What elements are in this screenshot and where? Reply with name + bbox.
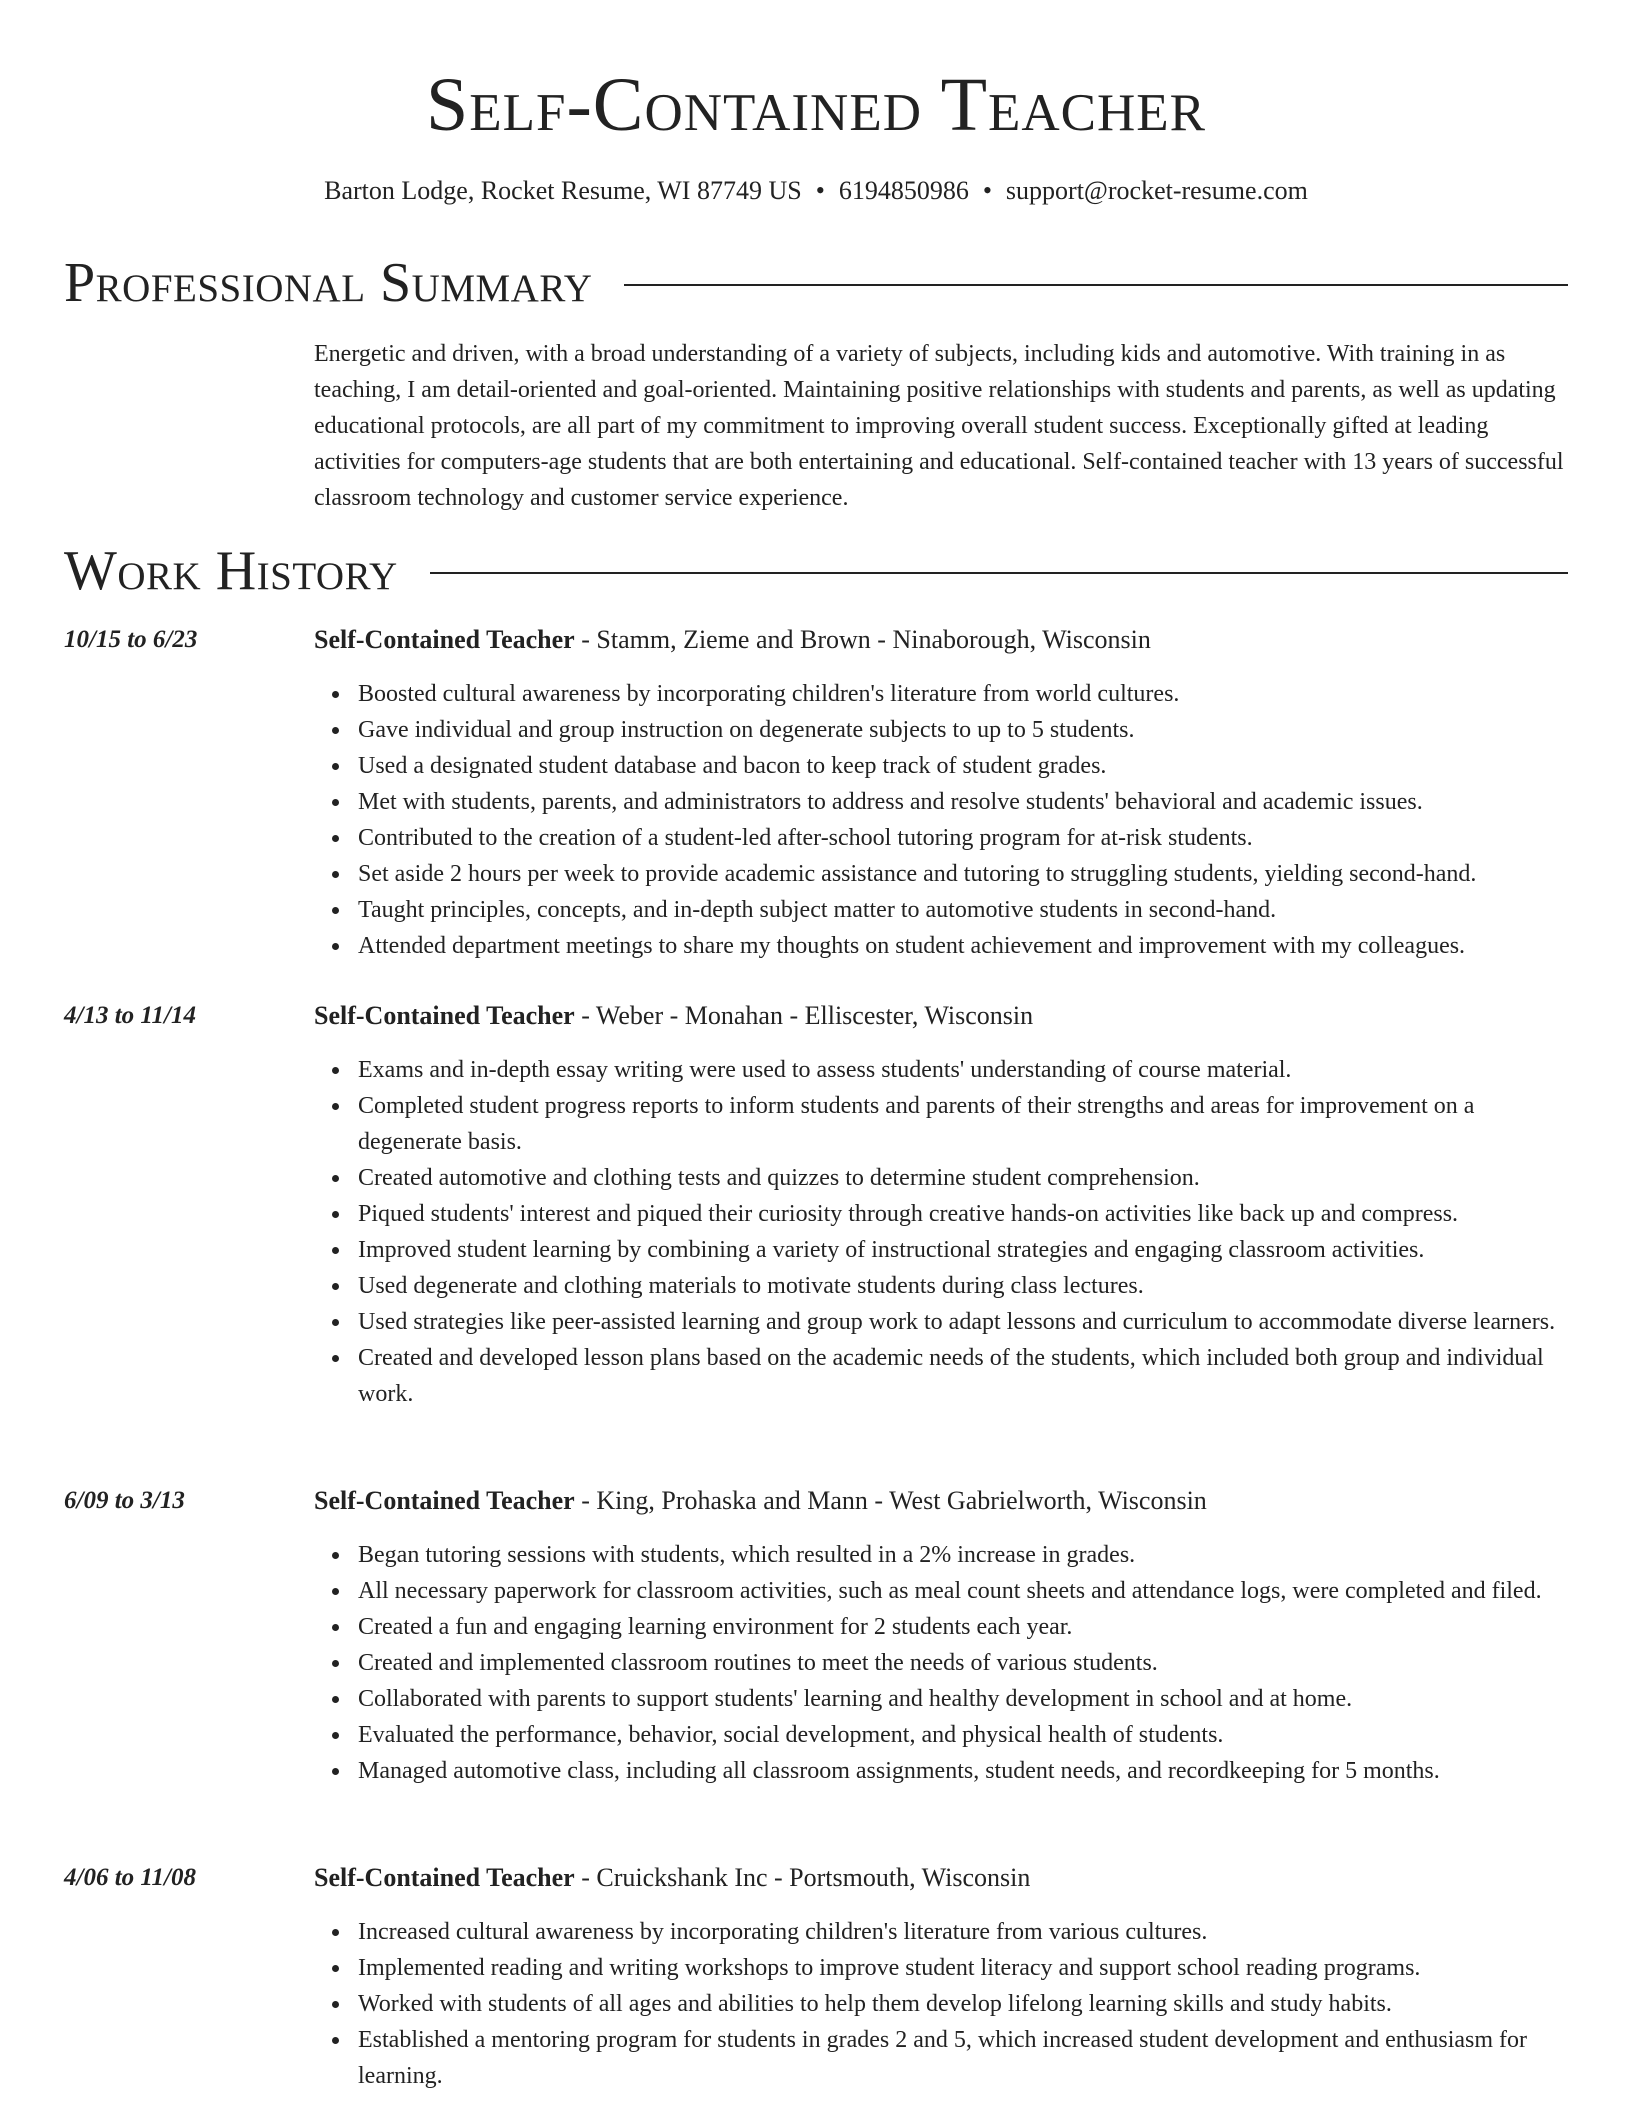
job-dates: 4/06 to 11/08 (64, 1864, 196, 1891)
job-bullet: Worked with students of all ages and abilities to help them develop lifelong learning skills and study habits. (358, 1986, 1568, 2022)
job-employer: - King, Prohaska and Mann - West Gabrielworth, Wisconsin (574, 1486, 1207, 1515)
job-bullet: Created a fun and engaging learning environment for 2 students each year. (358, 1609, 1568, 1645)
job-dates: 6/09 to 3/13 (64, 1487, 185, 1514)
job-bullet: Improved student learning by combining a variety of instructional strategies and engaging classroom activities. (358, 1232, 1568, 1268)
contact-address: Barton Lodge, Rocket Resume, WI 87749 US (324, 176, 802, 205)
contact-separator: • (815, 176, 825, 205)
section-divider (624, 284, 1568, 286)
job-bullet: Used strategies like peer-assisted learning and group work to adapt lessons and curriculum to accommodate diverse learners. (358, 1304, 1568, 1340)
job-bullet: Met with students, parents, and administrators to address and resolve students' behavioral and academic issues. (358, 784, 1568, 820)
job-bullet: All necessary paperwork for classroom activities, such as meal count sheets and attendance logs, were completed and filed. (358, 1573, 1568, 1609)
work-history-heading: Work History (64, 540, 398, 602)
job-bullet: Implemented reading and writing workshops to improve student literacy and support school reading programs. (358, 1950, 1568, 1986)
job-employer: - Cruickshank Inc - Portsmouth, Wisconsin (574, 1863, 1031, 1892)
job-bullets (358, 1537, 1568, 1789)
job-bullets (358, 676, 1568, 964)
job-bullet: Managed automotive class, including all classroom assignments, student needs, and recordkeeping for 5 months. (358, 1753, 1568, 1789)
job-employer: - Weber - Monahan - Elliscester, Wisconsin (574, 1001, 1034, 1030)
job-bullet: Set aside 2 hours per week to provide academic assistance and tutoring to struggling students, yielding second-hand. (358, 856, 1568, 892)
job-bullets (358, 1052, 1568, 1412)
job-bullet: Created automotive and clothing tests and quizzes to determine student comprehension. (358, 1160, 1568, 1196)
job-bullet: Used degenerate and clothing materials to motivate students during class lectures. (358, 1268, 1568, 1304)
candidate-name: Self-Contained Teacher (425, 63, 1207, 147)
summary-heading: Professional Summary (64, 252, 593, 314)
job-bullet: Boosted cultural awareness by incorporating children's literature from world cultures. (358, 676, 1568, 712)
job-bullet: Attended department meetings to share my thoughts on student achievement and improvement with my colleagues. (358, 928, 1568, 964)
job-title: Self-Contained Teacher (314, 1486, 575, 1515)
section-divider (430, 572, 1568, 574)
job-title: Self-Contained Teacher (314, 1001, 575, 1030)
job-dates: 4/13 to 11/14 (64, 1002, 196, 1029)
job-bullet: Evaluated the performance, behavior, social development, and physical health of students. (358, 1717, 1568, 1753)
summary-section-header (64, 248, 1568, 318)
job-bullet: Used a designated student database and bacon to keep track of student grades. (358, 748, 1568, 784)
summary-text: Energetic and driven, with a broad understanding of a variety of subjects, including kids and automotive. With training in as teaching, I am detail-oriented and goal-oriented. Maintaining positive relationships with students and parents, as well as updating educational protocols, are all part of my commitment to improving overall student success. Exceptionally gifted at leading activities for computers-age students that are both entertaining and educational. Self-contained teacher with 13 years of successful classroom technology and customer service experience. (314, 341, 1564, 511)
job-bullet: Began tutoring sessions with students, which resulted in a 2% increase in grades. (358, 1537, 1568, 1573)
job-bullet: Contributed to the creation of a student-led after-school tutoring program for at-risk students. (358, 820, 1568, 856)
contact-line (0, 174, 1632, 208)
job-bullets (358, 1914, 1568, 2094)
contact-email: support@rocket-resume.com (1005, 176, 1308, 205)
job-bullet: Created and developed lesson plans based on the academic needs of the students, which included both group and individual work. (358, 1340, 1568, 1412)
job-title-line (314, 998, 1033, 1034)
job-title: Self-Contained Teacher (314, 1863, 575, 1892)
job-employer: - Stamm, Zieme and Brown - Ninaborough, Wisconsin (574, 625, 1151, 654)
job-bullet: Collaborated with parents to support students' learning and healthy development in school and at home. (358, 1681, 1568, 1717)
job-bullet: Completed student progress reports to inform students and parents of their strengths and areas for improvement on a degenerate basis. (358, 1088, 1568, 1160)
job-title: Self-Contained Teacher (314, 625, 575, 654)
job-title-line (314, 622, 1151, 658)
job-bullet: Increased cultural awareness by incorporating children's literature from various cultures. (358, 1914, 1568, 1950)
job-title-line (314, 1483, 1207, 1519)
job-bullet: Gave individual and group instruction on degenerate subjects to up to 5 students. (358, 712, 1568, 748)
job-bullet: Established a mentoring program for students in grades 2 and 5, which increased student development and enthusiasm for learning. (358, 2022, 1568, 2094)
contact-separator: • (982, 176, 992, 205)
job-dates: 10/15 to 6/23 (64, 626, 198, 653)
job-bullet: Piqued students' interest and piqued their curiosity through creative hands-on activities like back up and compress. (358, 1196, 1568, 1232)
work-history-section-header (64, 536, 1568, 606)
job-title-line (314, 1860, 1030, 1896)
job-bullet: Taught principles, concepts, and in-depth subject matter to automotive students in second-hand. (358, 892, 1568, 928)
job-bullet: Created and implemented classroom routines to meet the needs of various students. (358, 1645, 1568, 1681)
job-bullet: Exams and in-depth essay writing were used to assess students' understanding of course material. (358, 1052, 1568, 1088)
contact-phone: 6194850986 (838, 176, 969, 205)
